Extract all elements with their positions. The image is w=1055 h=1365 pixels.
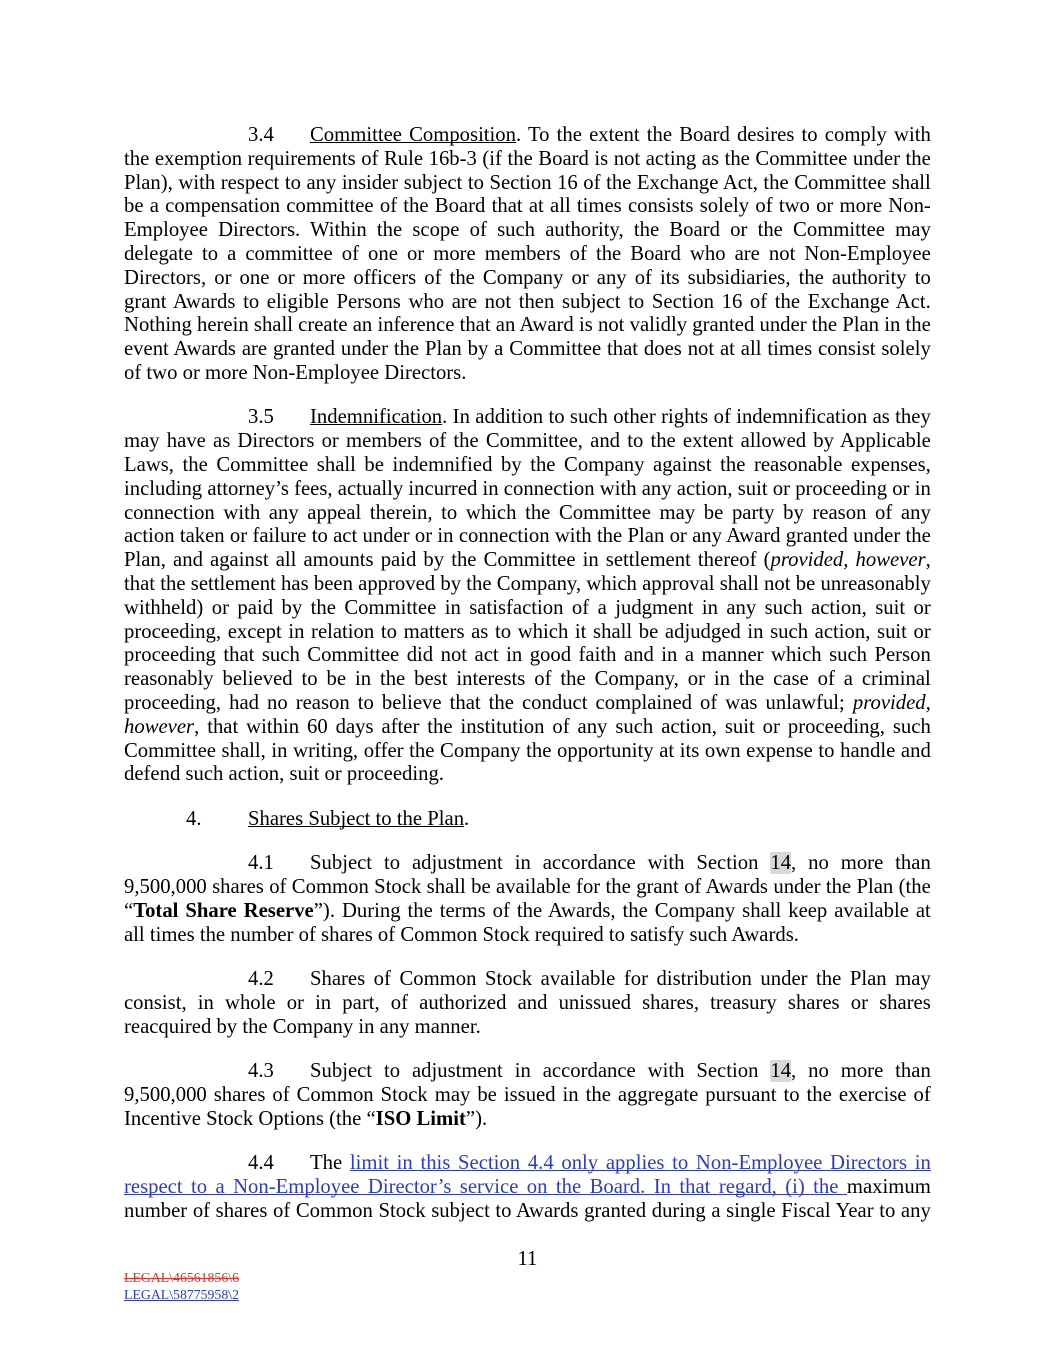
section-title: Shares Subject to the Plan [248,807,465,830]
section-number: 4.2 [248,968,274,991]
footer [124,1269,239,1303]
section-number: 4.1 [248,852,274,875]
proviso-italic: provided, however [770,549,926,572]
section-number: 4. [186,807,202,830]
section-4-heading [124,808,931,832]
page-number: 11 [517,1248,538,1270]
section-number: 3.4 [248,124,274,146]
proviso-italic: provided, however [124,692,931,738]
defined-term: ISO Limit [375,1107,466,1130]
section-text: Subject to adjustment in accordance with Section [310,852,771,875]
defined-term: Total Share Reserve [133,899,314,922]
section-text: Shares of Common Stock available for distribution under the Plan may consist, in whole or in part, of authorized and unissued shares, treasury shares or shares reacquired by the Company in any manner. [124,968,931,1038]
section-4-3 [124,1060,931,1131]
section-text: . In addition to such other rights of indemnification as they may have as Directors or members of the Committee, and to the extent allowed by Applicable Laws, the Committee shall be indemnified by the Company against the reasonable expenses, including attorney’s fees, actually incurred in connection with any action, suit or proceeding or in connection with any appeal therein, to which the Committee may be party by reason of any action taken or failure to act under or in connection with the Plan or any Award granted under the Plan, and against all amounts paid by the Committee in settlement thereof ( [124,406,931,572]
footer-doc-ref-inserted: LEGAL\58775958\2 [124,1287,239,1302]
section-3-5 [124,406,931,787]
section-title-period: . [464,807,470,830]
tracked-insertion: limit in this Section 4.4 only applies to Non-Employee Directors in respect to a Non-Employee Director’s service on the Board. In that regard, (i) the [124,1152,931,1199]
section-text: , that the settlement has been approved by the Company, which approval shall not be unreasonably withheld) or paid by the Committee in satisfaction of a judgment in any such action, suit or proceeding, except in relation to matters as to which it shall be adjudged in such action, suit or proceeding that such Committee did not act in good faith and in a manner which such Person reasonably believed to be in the best interests of the Company, or in the case of a criminal proceeding, had no reason to believe that the conduct complained of was unlawful; [124,549,931,715]
section-text: Subject to adjustment in accordance with Section [310,1060,771,1083]
section-text: The [310,1152,350,1175]
cross-reference-highlight: 14 [770,852,792,875]
section-text: , no more than 9,500,000 shares of Common Stock may be issued in the aggregate pursuant to the exercise of Incentive Stock Options (the “ [124,1060,931,1130]
section-number: 4.3 [248,1060,274,1083]
section-number: 4.4 [248,1152,274,1175]
section-text: maximum number of shares of Common Stock subject to Awards granted during a single Fiscal Year to any [124,1176,931,1222]
section-text: , that within 60 days after the institution of any such action, suit or proceeding, such Committee shall, in writing, offer the Company the opportunity at its own expense to handle and defend such action, suit or proceeding. [124,715,931,786]
section-text: ”). During the terms of the Awards, the Company shall keep available at all times the number of shares of Common Stock required to satisfy such Awards. [124,899,931,946]
section-3-4 [124,124,931,386]
section-number: 3.5 [248,406,274,429]
document-body [124,124,931,1244]
section-title: Indemnification [310,406,443,429]
section-text: . To the extent the Board desires to comply with the exemption requirements of Rule 16b-3 (if the Board is not acting as the Committee under the Plan), with respect to any insider subject to Section 16 of the Exchange Act, the Committee shall be a compensation committee of the Board that at all times consists solely of two or more Non-Employee Directors. Within the scope of such authority, the Board or the Committee may delegate to a committee of one or more members of the Board who are not Non-Employee Directors, or one or more officers of the Company or any of its subsidiaries, the authority to grant Awards to eligible Persons who are not then subject to Section 16 of the Exchange Act. Nothing herein shall create an inference that an Award is not validly granted under the Plan in the event Awards are granted under the Plan by a Committee that does not at all times consist solely of two or more Non-Employee Directors. [124,124,931,384]
section-title: Committee Composition [310,124,516,146]
footer-doc-ref-deleted: LEGAL\46561856\6 [124,1270,239,1285]
cross-reference-highlight: 14 [770,1060,792,1083]
section-text: ”). [465,1107,488,1130]
section-text: , no more than 9,500,000 shares of Common Stock shall be available for the grant of Awards under the Plan (the “ [124,852,931,922]
section-4-4 [124,1152,931,1223]
section-4-2 [124,968,931,1039]
section-4-1 [124,852,931,947]
